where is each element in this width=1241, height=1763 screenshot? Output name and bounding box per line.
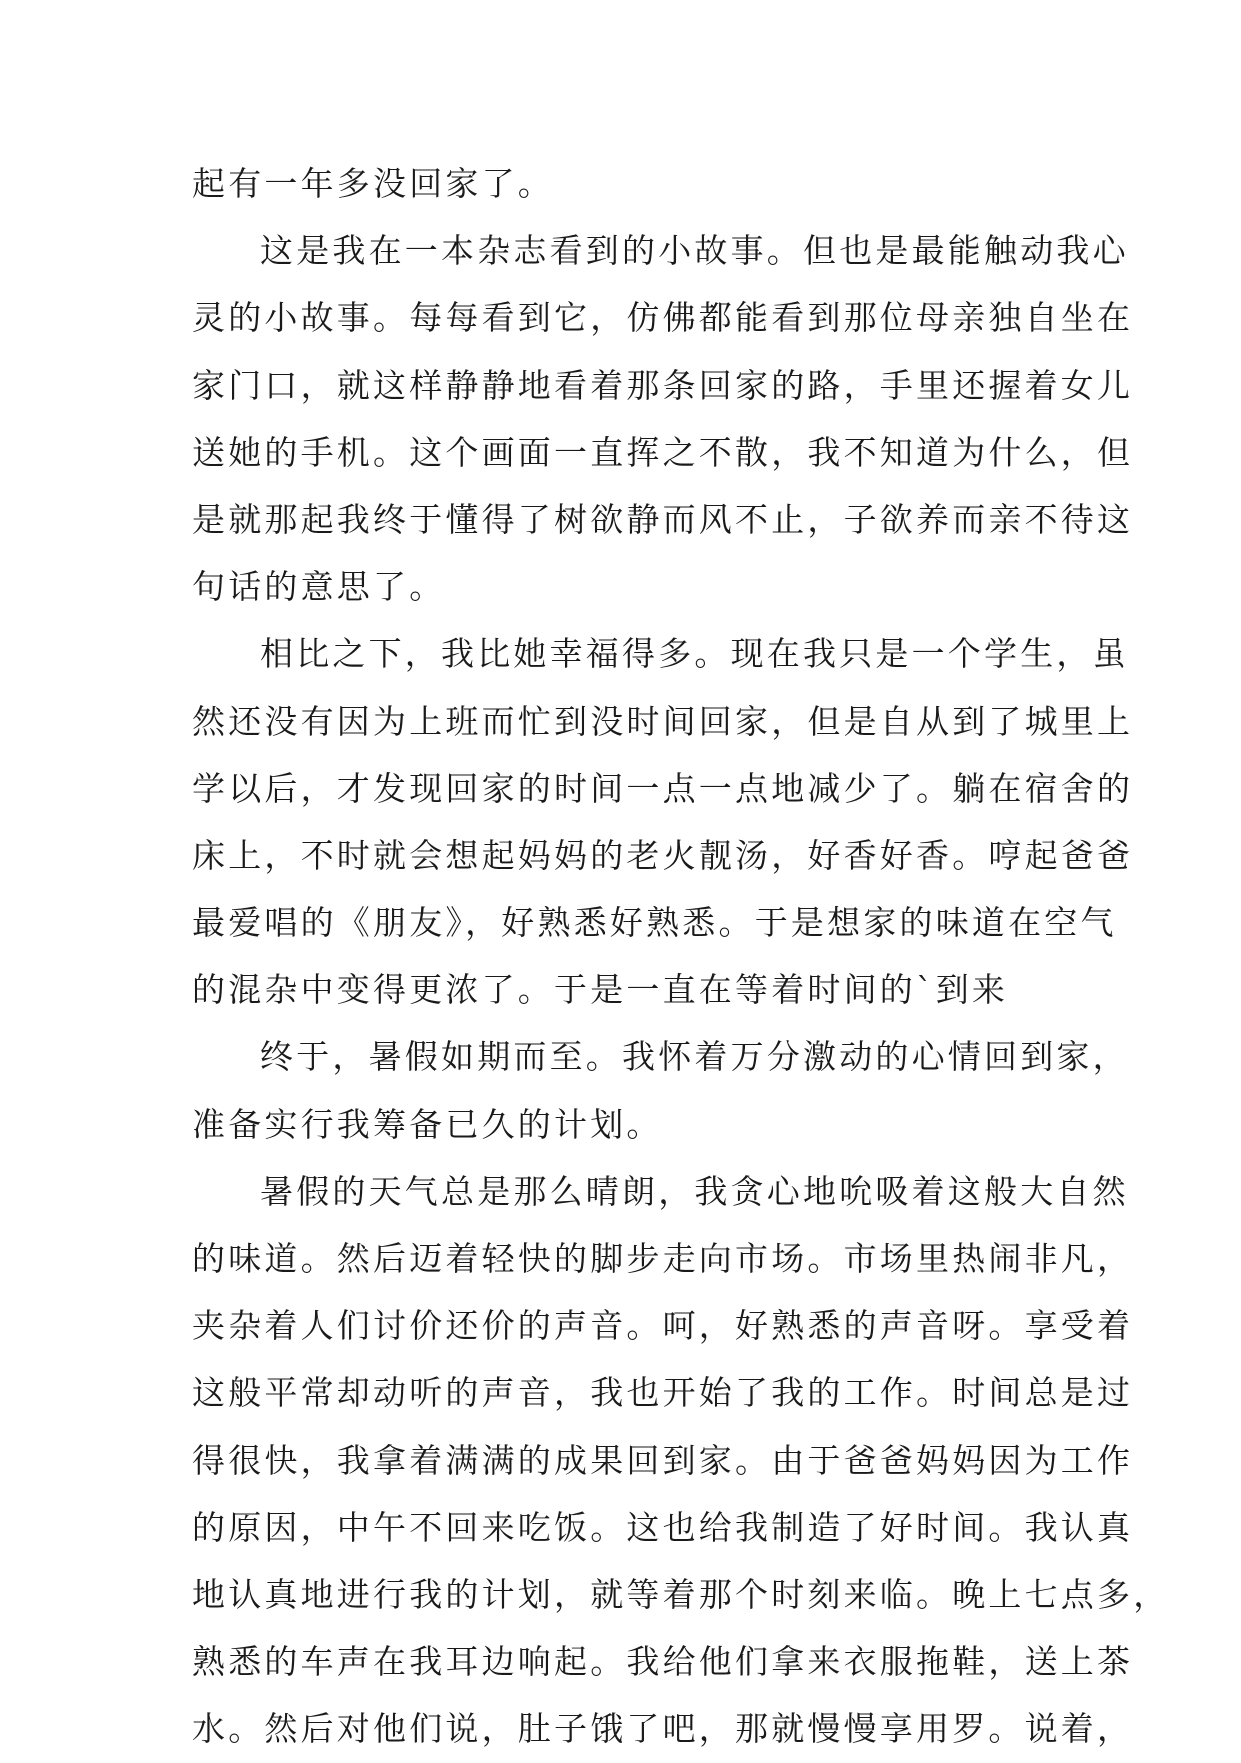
text-line: 床上，不时就会想起妈妈的老火靓汤，好香好香。哼起爸爸 (192, 835, 1134, 875)
text-line: 最爱唱的《朋友》，好熟悉好熟悉。于是想家的味道在空气 (192, 903, 1117, 943)
text-line: 送她的手机。这个画面一直挥之不散，我不知道为什么，但 (192, 432, 1134, 472)
text-line: 学以后，才发现回家的时间一点一点地减少了。躺在宿舍的 (192, 768, 1134, 808)
text-line: 这是我在一本杂志看到的小故事。但也是最能触动我心 (260, 231, 1129, 271)
text-line: 的味道。然后迈着轻快的脚步走向市场。市场里热闹非凡， (192, 1239, 1134, 1278)
text-line: 得很快，我拿着满满的成果回到家。由于爸爸妈妈因为工作 (192, 1440, 1134, 1480)
text-line: 灵的小故事。每每看到它，仿佛都能看到那位母亲独自坐在 (192, 298, 1134, 338)
text-line: 暑假的天气总是那么晴朗，我贪心地吮吸着这般大自然 (260, 1171, 1129, 1211)
text-line: 夹杂着人们讨价还价的声音。呵，好熟悉的声音呀。享受着 (192, 1306, 1134, 1346)
text-line: 这般平常却动听的声音，我也开始了我的工作。时间总是过 (192, 1373, 1134, 1413)
text-line: 然还没有因为上班而忙到没时间回家，但是自从到了城里上 (192, 701, 1134, 741)
text-line: 的原因，中午不回来吃饭。这也给我制造了好时间。我认真 (192, 1507, 1134, 1547)
text-line: 地认真地进行我的计划，就等着那个时刻来临。晚上七点多， (192, 1574, 1170, 1614)
text-line: 的混杂中变得更浓了。于是一直在等着时间的`到来 (192, 970, 1009, 1010)
text-line: 熟悉的车声在我耳边响起。我给他们拿来衣服拖鞋，送上茶 (192, 1642, 1134, 1682)
text-line: 家门口，就这样静静地看着那条回家的路，手里还握着女儿 (192, 365, 1134, 405)
text-line: 终于，暑假如期而至。我怀着万分激动的心情回到家， (260, 1037, 1129, 1077)
text-line: 句话的意思了。 (192, 567, 446, 607)
text-line: 准备实行我筹备已久的计划。 (192, 1104, 663, 1144)
text-line: 是就那起我终于懂得了树欲静而风不止，子欲养而亲不待这 (192, 499, 1134, 539)
text-line: 水。然后对他们说，肚子饿了吧，那就慢慢享用罗。说着， (192, 1709, 1134, 1749)
body-text (192, 150, 1170, 1763)
text-line: 相比之下，我比她幸福得多。现在我只是一个学生，虽 (260, 634, 1129, 674)
text-line: 起有一年多没回家了。 (192, 164, 554, 203)
